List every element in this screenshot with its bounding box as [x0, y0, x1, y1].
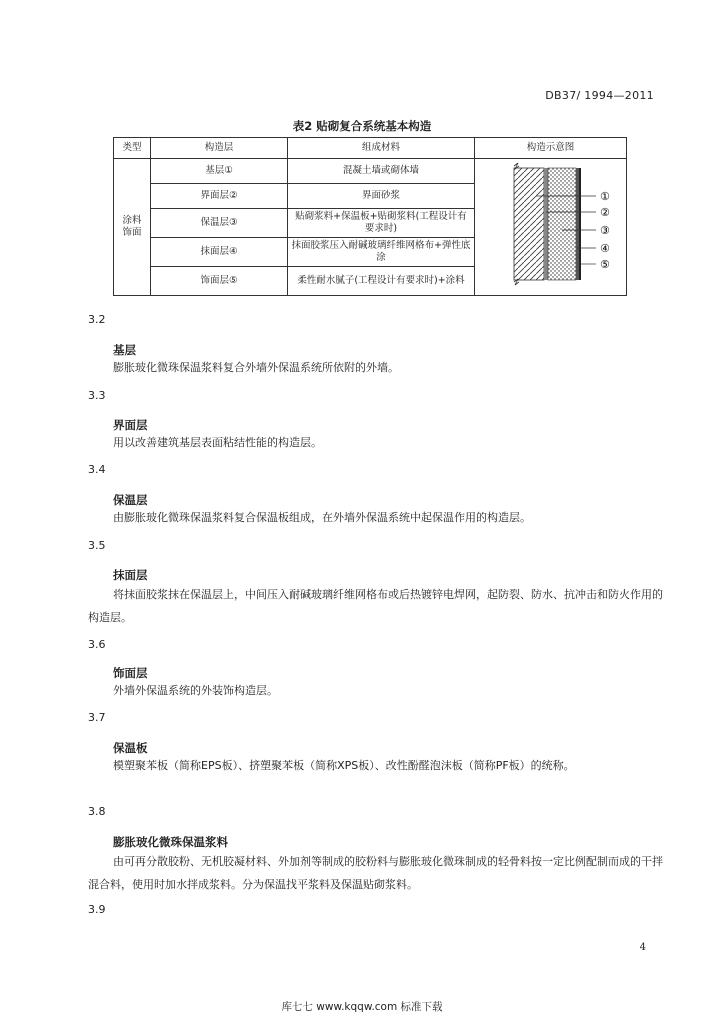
term-definition: 将抹面胶浆抹在保温层上，中间压入耐碱玻璃纤维网格布或后热镀锌电焊网，起防裂、防水、抗冲击和防火作用的构造层。: [88, 588, 663, 624]
section-number: 3.8: [88, 805, 106, 818]
term-title: 基层: [113, 343, 136, 357]
term-title: 保温板: [113, 741, 148, 755]
term-definition: 由膨胀玻化微珠保温浆料复合保温板组成，在外墙外保温系统中起保温作用的构造层。: [113, 511, 531, 524]
term-definition: 模塑聚苯板（简称EPS板）、挤塑聚苯板（简称XPS板）、改性酚醛泡沫板（简称PF板）的统称。: [113, 759, 575, 772]
layer-cell: 基层①: [151, 159, 288, 184]
base-wall: [514, 168, 544, 280]
term-title: 膨胀玻化微珠保温浆料: [113, 835, 228, 849]
finish-layer: [579, 168, 581, 280]
term-definition: 用以改善建筑基层表面粘结性能的构造层。: [113, 436, 322, 449]
term-definition: 外墙外保温系统的外装饰构造层。: [113, 684, 278, 697]
term-title: 保温层: [113, 493, 148, 507]
construction-table: [113, 137, 627, 296]
section-number: 3.5: [88, 539, 106, 552]
section-number: 3.7: [88, 711, 106, 724]
table-row: [114, 159, 627, 184]
section-number: 3.9: [88, 903, 106, 916]
table-header-row: [114, 138, 627, 159]
section-number: 3.4: [88, 463, 106, 476]
layer-cell: 保温层③: [151, 209, 288, 238]
section-number: 3.6: [88, 638, 106, 651]
section-number: 3.3: [88, 389, 106, 402]
term-title: 界面层: [113, 418, 148, 432]
diagram-label: ⑤: [599, 258, 610, 271]
footer-watermark[interactable]: 库七七 www.kqqw.com 标准下载: [281, 1001, 443, 1013]
header-type: 类型: [114, 138, 151, 159]
layer-cell: 饰面层⑤: [151, 267, 288, 296]
layer-cell: 抹面层④: [151, 238, 288, 267]
page-number: 4: [639, 942, 646, 953]
material-cell: 界面砂浆: [288, 184, 475, 209]
term-definition: 由可再分散胶粉、无机胶凝材料、外加剂等制成的胶粉料与膨胀玻化微珠制成的轻骨料按一定比例配制而成的干拌混合料，使用时加水拌成浆料。分为保温找平浆料及保温贴砌浆料。: [88, 855, 663, 891]
diagram-label: ②: [599, 206, 610, 219]
standard-code: DB37/ 1994—2011: [545, 89, 654, 102]
material-cell: 柔性耐水腻子(工程设计有要求时)+涂料: [288, 267, 475, 296]
plaster-layer: [576, 168, 579, 280]
type-cell: 涂料 饰面: [114, 159, 151, 296]
term-title: 饰面层: [113, 666, 148, 680]
insulation-layer: [548, 168, 576, 280]
term-title: 抹面层: [113, 568, 148, 582]
term-definition: 膨胀玻化微珠保温浆料复合外墙外保温系统所依附的外墙。: [113, 361, 399, 374]
interface-layer: [544, 168, 548, 280]
diagram-label: ①: [599, 190, 610, 203]
material-cell: 抹面胶浆压入耐碱玻璃纤维网格布+弹性底涂: [288, 238, 475, 267]
material-cell: 混凝土墙或砌体墙: [288, 159, 475, 184]
header-diagram: 构造示意图: [475, 138, 627, 159]
header-material: 组成材料: [288, 138, 475, 159]
material-cell: 贴砌浆料+保温板+贴砌浆料(工程设计有要求时): [288, 209, 475, 238]
diagram-label: ④: [599, 242, 610, 255]
construction-diagram: [476, 160, 626, 290]
section-number: 3.2: [88, 313, 106, 326]
layer-cell: 界面层②: [151, 184, 288, 209]
table-title: 表2 贴砌复合系统基本构造: [292, 119, 432, 133]
diagram-cell: [475, 159, 627, 296]
header-layer: 构造层: [151, 138, 288, 159]
diagram-label: ③: [599, 224, 610, 237]
